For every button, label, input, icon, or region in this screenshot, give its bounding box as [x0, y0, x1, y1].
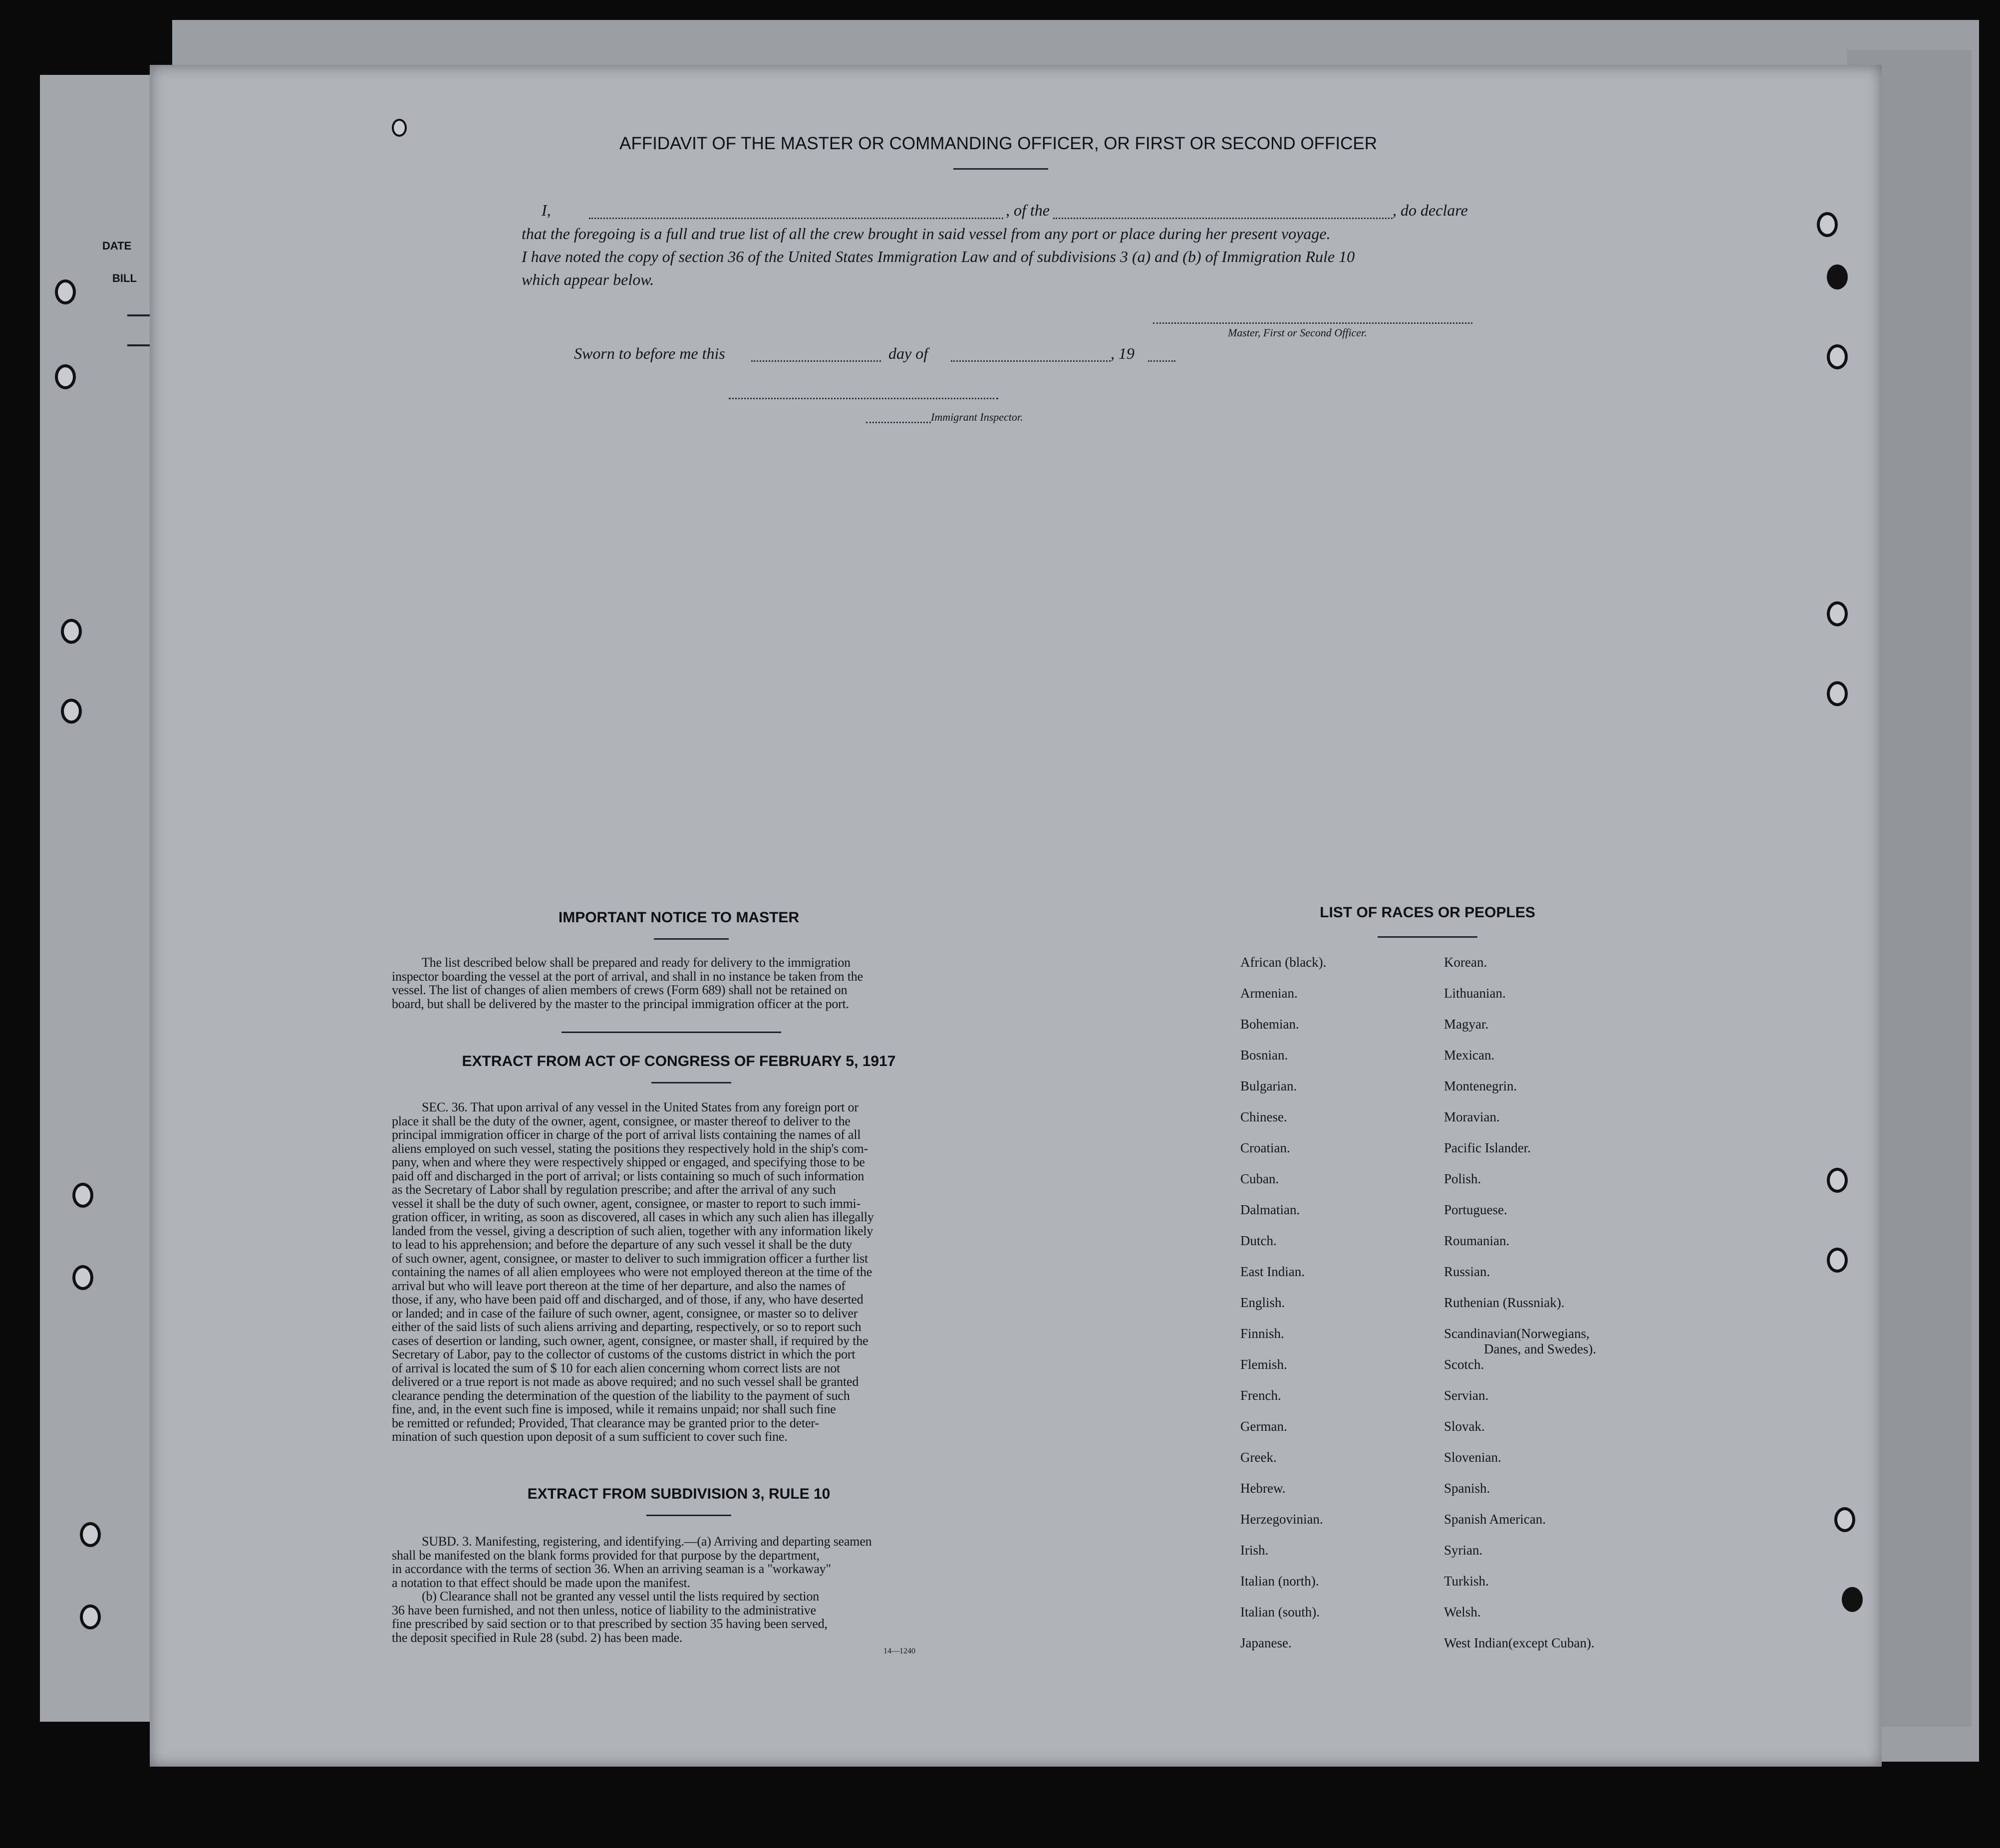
race-item: Moravian.: [1444, 1109, 1500, 1124]
race-item: Polish.: [1444, 1171, 1481, 1186]
act-line: gration officer, in writing, as soon as discovered, all cases in which any such alien has illegally: [392, 1210, 874, 1224]
race-item: Dutch.: [1240, 1233, 1277, 1248]
act-line: Secretary of Labor, pay to the collector of customs of the customs district in which the port: [392, 1347, 856, 1361]
act-line: to lead to his apprehension; and before the departure of any such vessel it shall be the duty: [392, 1237, 853, 1252]
binding-hole: [1827, 1168, 1848, 1193]
notice-title-rule: [654, 938, 729, 940]
binding-hole: [80, 1604, 101, 1629]
act-line: clearance pending the determination of the question of the liability to the payment of such: [392, 1388, 850, 1403]
race-item: Italian (north).: [1240, 1574, 1319, 1588]
races-title-rule: [1378, 936, 1477, 938]
month-blank: [951, 360, 1111, 362]
inspector-blank-short: [866, 422, 931, 423]
punch-mark: [392, 119, 407, 137]
race-item: Syrian.: [1444, 1543, 1483, 1558]
race-item: Japanese.: [1240, 1635, 1292, 1650]
rule-line: 36 have been furnished, and not then unless, notice of liability to the administrative: [392, 1602, 816, 1617]
binding-hole: [1827, 1248, 1848, 1273]
inspector-blank: [729, 398, 998, 399]
race-item: English.: [1240, 1295, 1285, 1310]
affidavit-line4: which appear below.: [522, 270, 654, 288]
rule-extract-title: EXTRACT FROM SUBDIVISION 3, RULE 10: [527, 1486, 831, 1502]
act-line: of arrival is located the sum of $ 10 for each alien concerning whom correct lists are not: [392, 1360, 841, 1375]
notice-text: [392, 956, 968, 1011]
race-item: Roumanian.: [1444, 1233, 1510, 1248]
day-of-text: day of: [888, 344, 928, 362]
race-item: Italian (south).: [1240, 1604, 1320, 1619]
binding-hole: [61, 699, 82, 724]
master-signature-label: Master, First or Second Officer.: [1228, 326, 1367, 339]
rule-line: the deposit specified in Rule 28 (subd. 2) has been made.: [392, 1630, 683, 1645]
race-item: West Indian(except Cuban).: [1444, 1635, 1595, 1650]
race-item: Slovak.: [1444, 1419, 1485, 1434]
act-line: principal immigration officer in charge of the port of arrival lists containing the names of all: [392, 1127, 861, 1142]
act-line: vessel it shall be the duty of such owner, agent, consignee, or master to report to such immi-: [392, 1196, 861, 1211]
race-item: Montenegrin.: [1444, 1078, 1517, 1093]
race-item: Irish.: [1240, 1543, 1269, 1558]
rule-line: (b) Clearance shall not be granted any vessel until the lists required by section: [422, 1589, 820, 1603]
act-line: place it shall be the duty of the owner, agent, consignee, or master thereof to deliver to the: [392, 1113, 851, 1128]
rule-line: in accordance with the terms of section 36. When an arriving seaman is a "workaway": [392, 1562, 831, 1576]
binding-hole: [80, 1522, 101, 1547]
act-line: paid off and discharged in the port of arrival; or lists containing so much of such information: [392, 1168, 864, 1183]
race-item: Lithuanian.: [1444, 986, 1506, 1001]
races-right-column: [1444, 955, 1596, 1666]
race-item: Dalmatian.: [1240, 1202, 1300, 1217]
affidavit-i: I,: [542, 201, 551, 219]
races-left-column: [1240, 955, 1326, 1666]
act-line: fine, and, in the event such fine is imposed, while it remains unpaid; nor shall such fine: [392, 1402, 836, 1416]
race-item: East Indian.: [1240, 1264, 1305, 1279]
binding-hole: [1817, 212, 1838, 237]
races-title: LIST OF RACES OR PEOPLES: [1320, 904, 1535, 921]
act-line: those, if any, who have been paid off and discharged, and of those, if any, who have deserted: [392, 1292, 863, 1307]
binding-hole: [72, 1183, 93, 1208]
race-item: Finnish.: [1240, 1326, 1284, 1341]
act-line: aliens employed on such vessel, stating the positions they respectively hold in the ship's com-: [392, 1141, 868, 1156]
act-line: as the Secretary of Labor shall by regulation prescribe; and after the arrival of any such: [392, 1182, 836, 1197]
act-line: containing the names of all alien employees who were not employed thereon at the time of the: [392, 1265, 872, 1279]
race-item-scandinavian: [1444, 1326, 1596, 1357]
year-blank: [1148, 360, 1175, 362]
race-item: Spanish.: [1444, 1481, 1490, 1496]
rule-line: shall be manifested on the blank forms provided for that purpose by the department,: [392, 1548, 820, 1563]
race-item: Greek.: [1240, 1450, 1277, 1465]
act-line: be remitted or refunded; Provided, That clearance may be granted prior to the deter-: [392, 1415, 819, 1430]
affidavit-title: AFFIDAVIT OF THE MASTER OR COMMANDING OFFICER, OR FIRST OR SECOND OFFICER: [619, 134, 1378, 153]
act-line: landed from the vessel, giving a description of such alien, together with any information likely: [392, 1223, 873, 1238]
race-item: African (black).: [1240, 955, 1327, 970]
race-item: Herzegovinian.: [1240, 1512, 1323, 1527]
race-item: Magyar.: [1444, 1017, 1489, 1032]
act-line: mination of such question upon deposit of a sum sufficient to cover such fine.: [392, 1429, 788, 1444]
margin-rule: [127, 344, 150, 346]
race-item: Ruthenian (Russniak).: [1444, 1295, 1565, 1310]
day-blank: [751, 360, 881, 362]
race-item: Mexican.: [1444, 1048, 1495, 1062]
binding-hole: [1827, 264, 1848, 289]
rule-line: a notation to that effect should be made upon the manifest.: [392, 1575, 690, 1590]
margin-rule: [127, 314, 150, 316]
vessel-blank: [1053, 218, 1393, 219]
affidavit-line3: I have noted the copy of section 36 of the United States Immigration Law and of subdivisions 3 (a) and (b) of Immigration Rule 10: [522, 248, 1355, 265]
race-item: Turkish.: [1444, 1574, 1489, 1588]
affidavit-of-the: , of the: [1006, 201, 1050, 219]
notice-line: inspector boarding the vessel at the port of arrival, and shall in no instance be taken from the: [392, 969, 863, 984]
race-item: Korean.: [1444, 955, 1487, 970]
margin-tab-bill: BILL: [112, 272, 137, 284]
binding-hole: [72, 1265, 93, 1290]
race-item: Bohemian.: [1240, 1017, 1299, 1032]
binding-hole: [1827, 681, 1848, 706]
rule-line: SUBD. 3. Manifesting, registering, and identifying.—(a) Arriving and departing seamen: [422, 1534, 872, 1549]
binding-hole: [1827, 601, 1848, 626]
binding-hole: [55, 364, 76, 389]
year-text: , 19: [1111, 344, 1135, 362]
binding-hole: [1842, 1587, 1863, 1612]
binding-hole: [1834, 1507, 1855, 1532]
act-line: arrival but who will leave port thereon at the time of her departure, and also the names of: [392, 1278, 846, 1293]
act-line: cases of desertion or landing, such owner, agent, consignee, or master shall, if required by the: [392, 1333, 868, 1348]
title-rule: [953, 168, 1048, 170]
race-item: French.: [1240, 1388, 1281, 1403]
notice-line: vessel. The list of changes of alien members of crews (Form 689) shall not be retained on: [392, 983, 848, 997]
act-line: SEC. 36. That upon arrival of any vessel in the United States from any foreign port or: [422, 1100, 858, 1114]
act-line: or landed; and in case of the failure of such owner, agent, consignee, or master so to deliver: [392, 1306, 858, 1320]
race-item: Portuguese.: [1444, 1202, 1507, 1217]
rule-title-rule: [646, 1515, 731, 1516]
race-item: Pacific Islander.: [1444, 1140, 1531, 1155]
act-line: pany, when and where they were respectively shipped or engaged, and specifying those to be: [392, 1155, 865, 1169]
act-line: delivered or a true report is not made as above required; and no such vessel shall be granted: [392, 1374, 859, 1389]
race-item: Spanish American.: [1444, 1512, 1546, 1527]
race-item: Scotch.: [1444, 1357, 1484, 1372]
race-item: Hebrew.: [1240, 1481, 1286, 1496]
race-item: Croatian.: [1240, 1140, 1290, 1155]
affidavit-declare: , do declare: [1393, 201, 1468, 219]
race-item: Armenian.: [1240, 986, 1298, 1001]
race-item: Bosnian.: [1240, 1048, 1288, 1062]
race-item: Russian.: [1444, 1264, 1490, 1279]
race-item: Bulgarian.: [1240, 1078, 1297, 1093]
race-item: Welsh.: [1444, 1604, 1481, 1619]
race-item: Servian.: [1444, 1388, 1489, 1403]
affidavit-line2: that the foregoing is a full and true list of all the crew brought in said vessel from any port or place during her present voyage.: [522, 225, 1331, 243]
binding-hole: [61, 619, 82, 644]
section-divider: [562, 1032, 781, 1033]
inspector-label: Immigrant Inspector.: [931, 411, 1023, 423]
act-title-rule: [651, 1082, 731, 1083]
race-item: Scandinavian(Norwegians,: [1444, 1326, 1590, 1341]
binding-hole: [55, 279, 76, 304]
race-item: Cuban.: [1240, 1171, 1279, 1186]
race-item: Flemish.: [1240, 1357, 1287, 1372]
race-item: Slovenian.: [1444, 1450, 1501, 1465]
margin-tab-date: DATE: [102, 240, 132, 252]
act-extract-title: EXTRACT FROM ACT OF CONGRESS OF FEBRUARY 5, 1917: [462, 1053, 896, 1069]
act-extract-text: [392, 1100, 968, 1444]
notice-line: The list described below shall be prepared and ready for delivery to the immigration: [422, 955, 851, 970]
notice-title: IMPORTANT NOTICE TO MASTER: [558, 909, 800, 926]
race-item: German.: [1240, 1419, 1287, 1434]
binding-hole: [1827, 344, 1848, 369]
rule-line: fine prescribed by said section or to that prescribed by section 35 having been served,: [392, 1616, 828, 1631]
notice-line: board, but shall be delivered by the master to the principal immigration officer at the port.: [392, 996, 849, 1011]
name-blank: [589, 218, 1003, 219]
master-signature-blank: [1153, 322, 1472, 324]
sworn-text: Sworn to before me this: [574, 344, 725, 362]
form-number: 14—1240: [883, 1647, 915, 1655]
race-item-continuation: Danes, and Swedes).: [1484, 1341, 1596, 1356]
act-line: of such owner, agent, consignee, or master to deliver to such immigration officer a further list: [392, 1251, 868, 1266]
race-item: Chinese.: [1240, 1109, 1287, 1124]
act-line: either of the said lists of such aliens arriving and departing, respectively, or so to report such: [392, 1320, 861, 1334]
rule-extract-text: [392, 1535, 968, 1644]
